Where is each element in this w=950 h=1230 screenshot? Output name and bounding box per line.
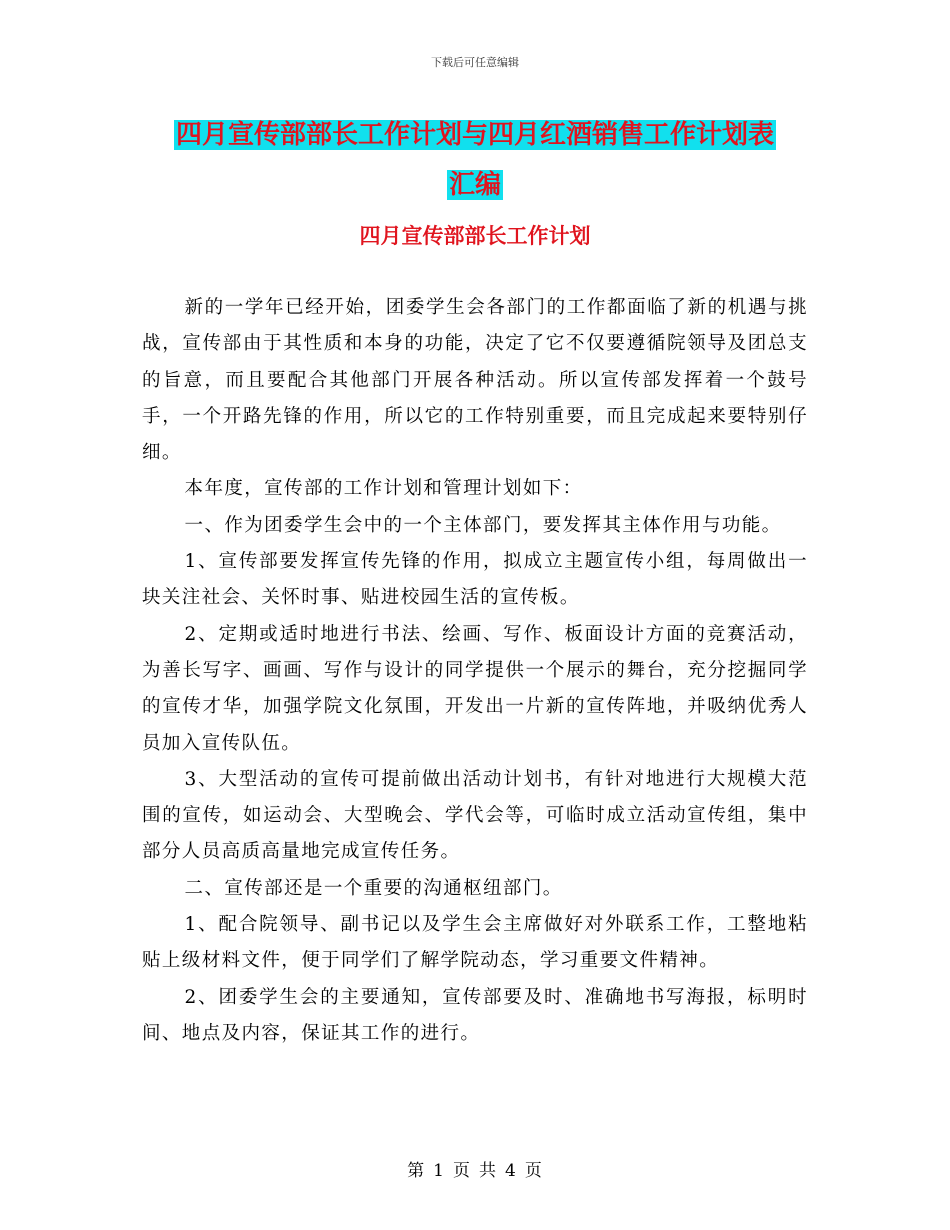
header-note: 下载后可任意编辑 xyxy=(431,56,519,69)
document-title xyxy=(140,110,810,210)
paragraph: 2、定期或适时地进行书法、绘画、写作、板面设计方面的竞赛活动，为善长写字、画画、写作与设计的同学提供一个展示的舞台，充分挖掘同学的宣传才华，加强学院文化氛围，开发出一片新的宣传阵地，并吸纳优秀人员加入宣传队伍。 xyxy=(142,623,808,754)
paragraph: 1、配合院领导、副书记以及学生会主席做好对外联系工作，工整地粘贴上级材料文件，便于同学们了解学院动态，学习重要文件精神。 xyxy=(142,914,808,972)
paragraph: 3、大型活动的宣传可提前做出活动计划书，有针对地进行大规模大范围的宣传，如运动会、大型晚会、学代会等，可临时成立活动宣传组，集中部分人员高质高量地完成宣传任务。 xyxy=(142,768,808,863)
document-title-line1: 四月宣传部部长工作计划与四月红酒销售工作计划表 xyxy=(175,120,774,150)
footer-page-number: 1 xyxy=(433,1161,445,1181)
paragraph: 2、团委学生会的主要通知，宣传部要及时、准确地书写海报，标明时间、地点及内容，保证其工作的进行。 xyxy=(142,986,808,1044)
footer-suffix: 页 xyxy=(524,1161,543,1181)
page-footer xyxy=(0,1156,950,1181)
paragraph: 二、宣传部还是一个重要的沟通枢纽部门。 xyxy=(184,877,563,899)
paragraph: 新的一学年已经开始，团委学生会各部门的工作都面临了新的机遇与挑战，宣传部由于其性质和本身的功能，决定了它不仅要遵循院领导及团总支的旨意，而且要配合其他部门开展各种活动。所以宣传部发挥着一个鼓号手，一个开路先锋的作用，所以它的工作特别重要，而且完成起来要特别仔细。 xyxy=(142,297,808,464)
document-title-line2: 汇编 xyxy=(448,170,501,200)
footer-page-unit: 页 xyxy=(453,1161,471,1181)
footer-total-label: 共 xyxy=(479,1161,497,1181)
paragraph: 1、宣传部要发挥宣传先锋的作用，拟成立主题宣传小组，每周做出一块关注社会、关怀时事、贴进校园生活的宣传板。 xyxy=(142,551,808,609)
footer-total-pages: 4 xyxy=(505,1161,517,1181)
footer-prefix: 第 xyxy=(407,1161,426,1181)
section-title: 四月宣传部部长工作计划 xyxy=(359,224,591,248)
body-text xyxy=(142,290,808,1052)
paragraph: 一、作为团委学生会中的一个主体部门，要发挥其主体作用与功能。 xyxy=(184,514,782,536)
paragraph: 本年度，宣传部的工作计划和管理计划如下： xyxy=(184,478,583,500)
